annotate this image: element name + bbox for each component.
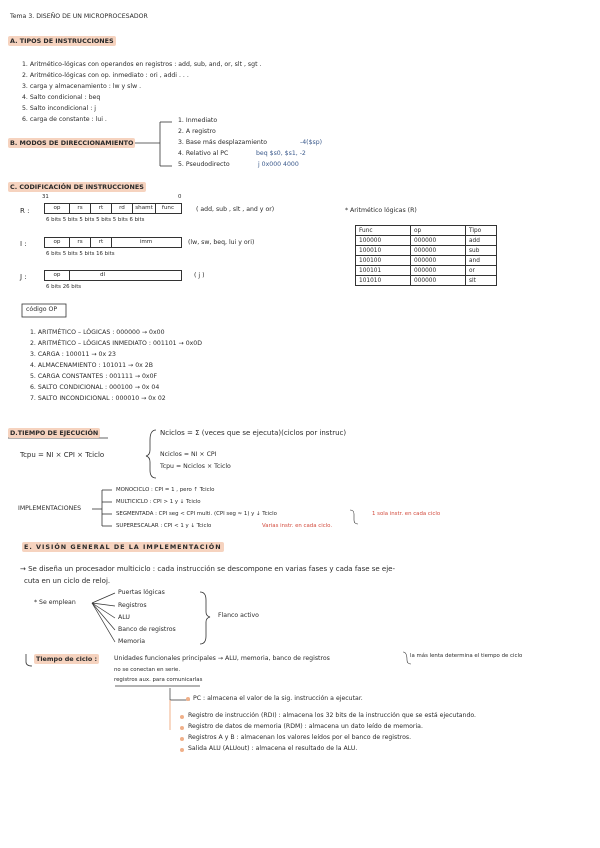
register-item: Registro de datos de memoria (RDM) : almacena un dato leído de memoria. <box>188 723 423 730</box>
emplean-label: * Se emplean <box>34 599 76 606</box>
ciclo-text: Unidades funcionales principales → ALU, memoria, banco de registros <box>114 655 330 662</box>
r-bits: 6 bits 5 bits 5 bits 5 bits 5 bits 6 bits <box>46 217 145 223</box>
component-item: Registros <box>118 602 147 609</box>
example-pc: beq $s0, $s1, -2 <box>256 150 306 157</box>
page-title: Tema 3. DISEÑO DE UN MICROPROCESADOR <box>10 13 148 20</box>
register-item: Salida ALU (ALUout) : almacena el resultado de la ALU. <box>188 745 358 752</box>
table-cell: 100010 <box>356 246 411 256</box>
ciclo-sub-2: registros aux. para comunicarlas <box>114 677 203 683</box>
mode-item: 4. Relativo al PC <box>178 150 229 157</box>
j-format-box <box>44 270 182 281</box>
section-b-heading: B. MODOS DE DIRECCIONAMIENTO <box>10 139 134 147</box>
mode-item: 1. Inmediato <box>178 117 218 124</box>
field-op: op <box>45 271 70 280</box>
example-base: -4($sp) <box>300 139 323 146</box>
list-item: 2. ARITMÉTICO – LÓGICAS INMEDIATO : 001101 → 0x0D <box>30 340 202 347</box>
field-shamt: shamt <box>133 204 156 213</box>
r-label: R : <box>20 207 30 215</box>
table-title: * Aritmético lógicas (R) <box>345 207 417 214</box>
list-item: 6. carga de constante : lui . <box>22 116 107 123</box>
r-desc: ( add, sub , slt , and y or) <box>196 206 275 213</box>
mode-item: 3. Base más desplazamiento <box>178 139 268 146</box>
table-row <box>356 236 497 246</box>
field-rt: rt <box>91 238 112 247</box>
impl-note: Varias instr. en cada ciclo. <box>262 523 333 529</box>
nciclos-formula-2: Nciclos = NI × CPI <box>160 451 217 458</box>
table-row <box>356 256 497 266</box>
table-row <box>356 266 497 276</box>
section-d-heading: D.TIEMPO DE EJECUCIÓN <box>10 429 99 437</box>
impl-item: SUPERESCALAR : CPI < 1 y ↓ Tciclo <box>116 523 212 529</box>
intro-line-2: cuta en un ciclo de reloj. <box>24 577 111 585</box>
field-rs: rs <box>70 238 91 247</box>
table-cell: 000000 <box>411 256 466 266</box>
table-cell: 000000 <box>411 266 466 276</box>
table-row <box>356 246 497 256</box>
table-cell: 000000 <box>411 236 466 246</box>
list-item: 6. SALTO CONDICIONAL : 000100 → 0x 04 <box>30 384 160 391</box>
list-item: 4. ALMACENAMIENTO : 101011 → 0x 2B <box>30 362 153 369</box>
impl-item: MULTICICLO : CPI > 1 y ↓ Tciclo <box>116 499 201 505</box>
field-rs: rs <box>70 204 91 213</box>
component-item: Puertas lógicas <box>118 589 165 596</box>
list-item: 5. CARGA CONSTANTES : 001111 → 0x0F <box>30 373 158 380</box>
codigo-op-label: código OP <box>26 306 58 313</box>
list-item: 3. CARGA : 100011 → 0x 23 <box>30 351 116 358</box>
list-item: 3. carga y almacenamiento : lw y slw . <box>22 83 142 90</box>
nciclos-formula: Nciclos = Σ (veces que se ejecuta)(ciclos por instruc) <box>160 429 347 437</box>
ciclo-sub-1: no se conectan en serie. <box>114 667 181 673</box>
mode-item: 5. Pseudodirecto <box>178 161 230 168</box>
j-desc: ( j ) <box>194 272 205 279</box>
component-item: Memoria <box>118 638 146 645</box>
field-rd: rd <box>112 204 133 213</box>
i-format-box <box>44 237 182 248</box>
r-format-box <box>44 203 182 214</box>
field-imm: imm <box>139 239 153 245</box>
bit-0: 0 <box>178 194 182 200</box>
impl-note: 1 sola instr. en cada ciclo <box>372 511 441 517</box>
bullet-dot <box>186 697 190 701</box>
bit-31: 31 <box>42 194 49 200</box>
table-row <box>356 276 497 286</box>
mode-item: 2. A registro <box>178 128 216 135</box>
list-item: 7. SALTO INCONDICIONAL : 000010 → 0x 02 <box>30 395 166 402</box>
section-a-heading: A. TIPOS DE INSTRUCCIONES <box>10 37 114 45</box>
register-item: Registro de instrucción (RDI) : almacena los 32 bits de la instrucción que se está ejecutando. <box>188 712 477 719</box>
tcpu-formula: Tcpu = NI × CPI × Tciclo <box>20 451 105 459</box>
list-item: 5. Salto incondicional : j <box>22 105 96 112</box>
table-cell: 000000 <box>411 246 466 256</box>
example-pseudo: j 0x000 4000 <box>258 161 299 168</box>
field-addr: dl <box>100 272 106 278</box>
table-header: Func <box>356 226 411 236</box>
j-label: J : <box>20 273 27 281</box>
table-cell: sub <box>466 246 497 256</box>
tcpu-formula-2: Tcpu = Nciclos × Tciclo <box>160 463 231 470</box>
component-item: ALU <box>118 614 130 621</box>
component-item: Banco de registros <box>118 626 176 633</box>
table-cell: 000000 <box>411 276 466 286</box>
register-item: Registros A y B : almacenan los valores leídos por el banco de registros. <box>188 734 412 741</box>
field-op: op <box>45 204 70 213</box>
ciclo-label: Tiempo de ciclo : <box>36 655 97 663</box>
table-cell: or <box>466 266 497 276</box>
bullet-dot <box>180 715 184 719</box>
list-item: 4. Salto condicional : beq <box>22 94 101 101</box>
intro-line-1: → Se diseña un procesador multiciclo : cada instrucción se descompone en varias fases y cada fase se eje- <box>20 565 396 573</box>
i-bits: 6 bits 5 bits 5 bits 16 bits <box>46 251 115 257</box>
ciclo-note: la más lenta determina el tiempo de ciclo <box>410 653 523 659</box>
table-cell: slt <box>466 276 497 286</box>
i-desc: (lw, sw, beq, lui y ori) <box>188 239 255 246</box>
table-cell: 101010 <box>356 276 411 286</box>
section-c-heading: C. CODIFICACIÓN DE INSTRUCCIONES <box>10 183 144 191</box>
table-header: op <box>411 226 466 236</box>
list-item: 1. ARITMÉTICO – LÓGICAS : 000000 → 0x00 <box>30 329 165 336</box>
section-e-heading: E. VISIÓN GENERAL DE LA IMPLEMENTACIÓN <box>24 543 222 551</box>
i-label: I : <box>20 240 27 248</box>
table-cell: 100101 <box>356 266 411 276</box>
table-cell: and <box>466 256 497 266</box>
implementaciones-label: IMPLEMENTACIONES <box>18 505 82 512</box>
field-op: op <box>45 238 70 247</box>
list-item: 1. Aritmético-lógicas con operandos en registros : add, sub, and, or, slt , sgt . <box>22 61 262 68</box>
bullet-dot <box>180 737 184 741</box>
table-header: Tipo <box>466 226 497 236</box>
field-func: func <box>161 205 175 211</box>
flanco-label: Flanco activo <box>218 612 259 619</box>
field-rt: rt <box>91 204 112 213</box>
bullet-dot <box>180 748 184 752</box>
table-cell: 100100 <box>356 256 411 266</box>
pc-line: PC : almacena el valor de la sig. instrucción a ejecutar. <box>193 695 363 702</box>
j-bits: 6 bits 26 bits <box>46 284 82 290</box>
table-cell: add <box>466 236 497 246</box>
bullet-dot <box>180 726 184 730</box>
list-item: 2. Aritmético-lógicas con op. inmediato : ori , addi . . . <box>22 72 189 79</box>
func-table <box>355 225 497 286</box>
table-cell: 100000 <box>356 236 411 246</box>
impl-item: MONOCICLO : CPI = 1 , pero ↑ Tciclo <box>116 487 215 493</box>
impl-item: SEGMENTADA : CPI seg < CPI multi. (CPI seg ≈ 1) y ↓ Tciclo <box>116 511 277 517</box>
